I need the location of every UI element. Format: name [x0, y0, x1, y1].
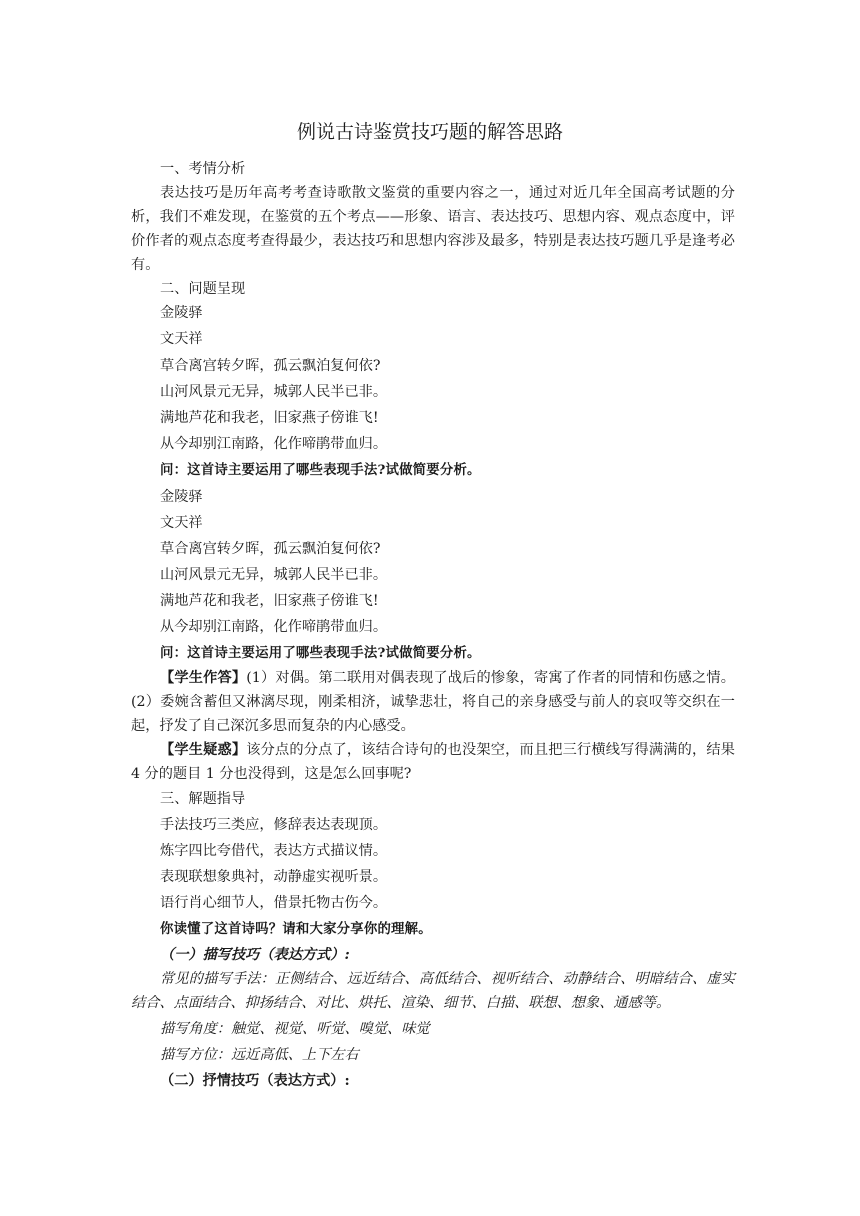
section-heading-3: 三、解题指导	[160, 791, 246, 807]
mnemonic-verse-1: 手法技巧三类应，修辞表达表现顶。	[160, 817, 388, 833]
poem-2-question: 问：这首诗主要运用了哪些表现手法?试做简要分析。	[160, 645, 481, 661]
poem-2-line-4: 从今却别江南路，化作啼鹃带血归。	[160, 619, 388, 635]
poem-1-line-2: 山河风景元无异，城郭人民半已非。	[160, 384, 388, 400]
poem-2-author: 文天祥	[160, 515, 203, 531]
section-heading-2: 二、问题呈现	[160, 281, 246, 297]
poem-1-line-4: 从今却别江南路，化作啼鹃带血归。	[160, 436, 388, 452]
section-1-paragraph: 表达技巧是历年高考考查诗歌散文鉴赏的重要内容之一，通过对近几年全国高考试题的分析，我们不难发现，在鉴赏的五个考点——形象、语言、表达技巧、思想内容、观点态度中，评价作者的观点态度考查得最少，表达技巧和思想内容涉及最多，特别是表达技巧题几乎是逢考必有。	[131, 185, 735, 273]
subsection-heading-description: （一）描写技巧（表达方式）:	[160, 947, 350, 963]
poem-1-author: 文天祥	[160, 331, 203, 347]
student-answer-tag: 【学生作答】	[160, 670, 247, 686]
description-methods-paragraph: 常见的描写手法：正侧结合、远近结合、高低结合、视听结合、动静结合、明暗结合、虚实结合、点面结合、抑扬结合、对比、烘托、渲染、细节、白描、联想、想象、通感等。	[131, 971, 735, 1011]
sharing-prompt: 你读懂了这首诗吗？请和大家分享你的理解。	[160, 921, 432, 937]
section-heading-1: 一、考情分析	[160, 161, 246, 177]
poem-2-line-2: 山河风景元无异，城郭人民半已非。	[160, 567, 388, 583]
subsection-heading-lyric: （二）抒情技巧（表达方式）:	[160, 1073, 350, 1089]
poem-2-line-3: 满地芦花和我老，旧家燕子傍谁飞!	[160, 593, 379, 609]
poem-2-title: 金陵驿	[160, 489, 203, 505]
mnemonic-verse-4: 语行肖心细节人，借景托物古伤今。	[160, 895, 388, 911]
poem-1-title: 金陵驿	[160, 305, 203, 321]
student-doubt-text: 该分点的分点了，该结合诗句的也没架空，而且把三行横线写得满满的，结果 4 分的题目 1 分也没得到，这是怎么回事呢?	[131, 742, 735, 782]
student-doubt-tag: 【学生疑惑】	[160, 742, 247, 758]
student-answer-text: (1）对偶。第二联用对偶表现了战后的惨象，寄寓了作者的同情和伤感之情。(2）委婉含蓄但又淋漓尽现，刚柔相济，诚挚悲壮，将自己的亲身感受与前人的哀叹等交织在一起，抒发了自己深沉多思而复杂的内心感受。	[131, 670, 735, 734]
mnemonic-verse-3: 表现联想象典衬，动静虚实视听景。	[160, 869, 388, 885]
poem-2-line-1: 草合离宫转夕晖，孤云飘泊复何依?	[160, 541, 381, 557]
document-title: 例说古诗鉴赏技巧题的解答思路	[296, 121, 563, 143]
mnemonic-verse-2: 炼字四比夸借代，表达方式描议情。	[160, 843, 388, 859]
poem-1-question: 问：这首诗主要运用了哪些表现手法?试做简要分析。	[160, 462, 481, 478]
student-doubt-paragraph	[131, 738, 735, 786]
poem-1-line-3: 满地芦花和我老，旧家燕子傍谁飞!	[160, 410, 379, 426]
description-position: 描写方位：远近高低、上下左右	[160, 1047, 359, 1063]
description-angle: 描写角度：触觉、视觉、听觉、嗅觉、味觉	[160, 1021, 430, 1037]
poem-1-line-1: 草合离宫转夕晖，孤云飘泊复何依?	[160, 358, 381, 374]
student-answer-paragraph	[131, 666, 735, 738]
